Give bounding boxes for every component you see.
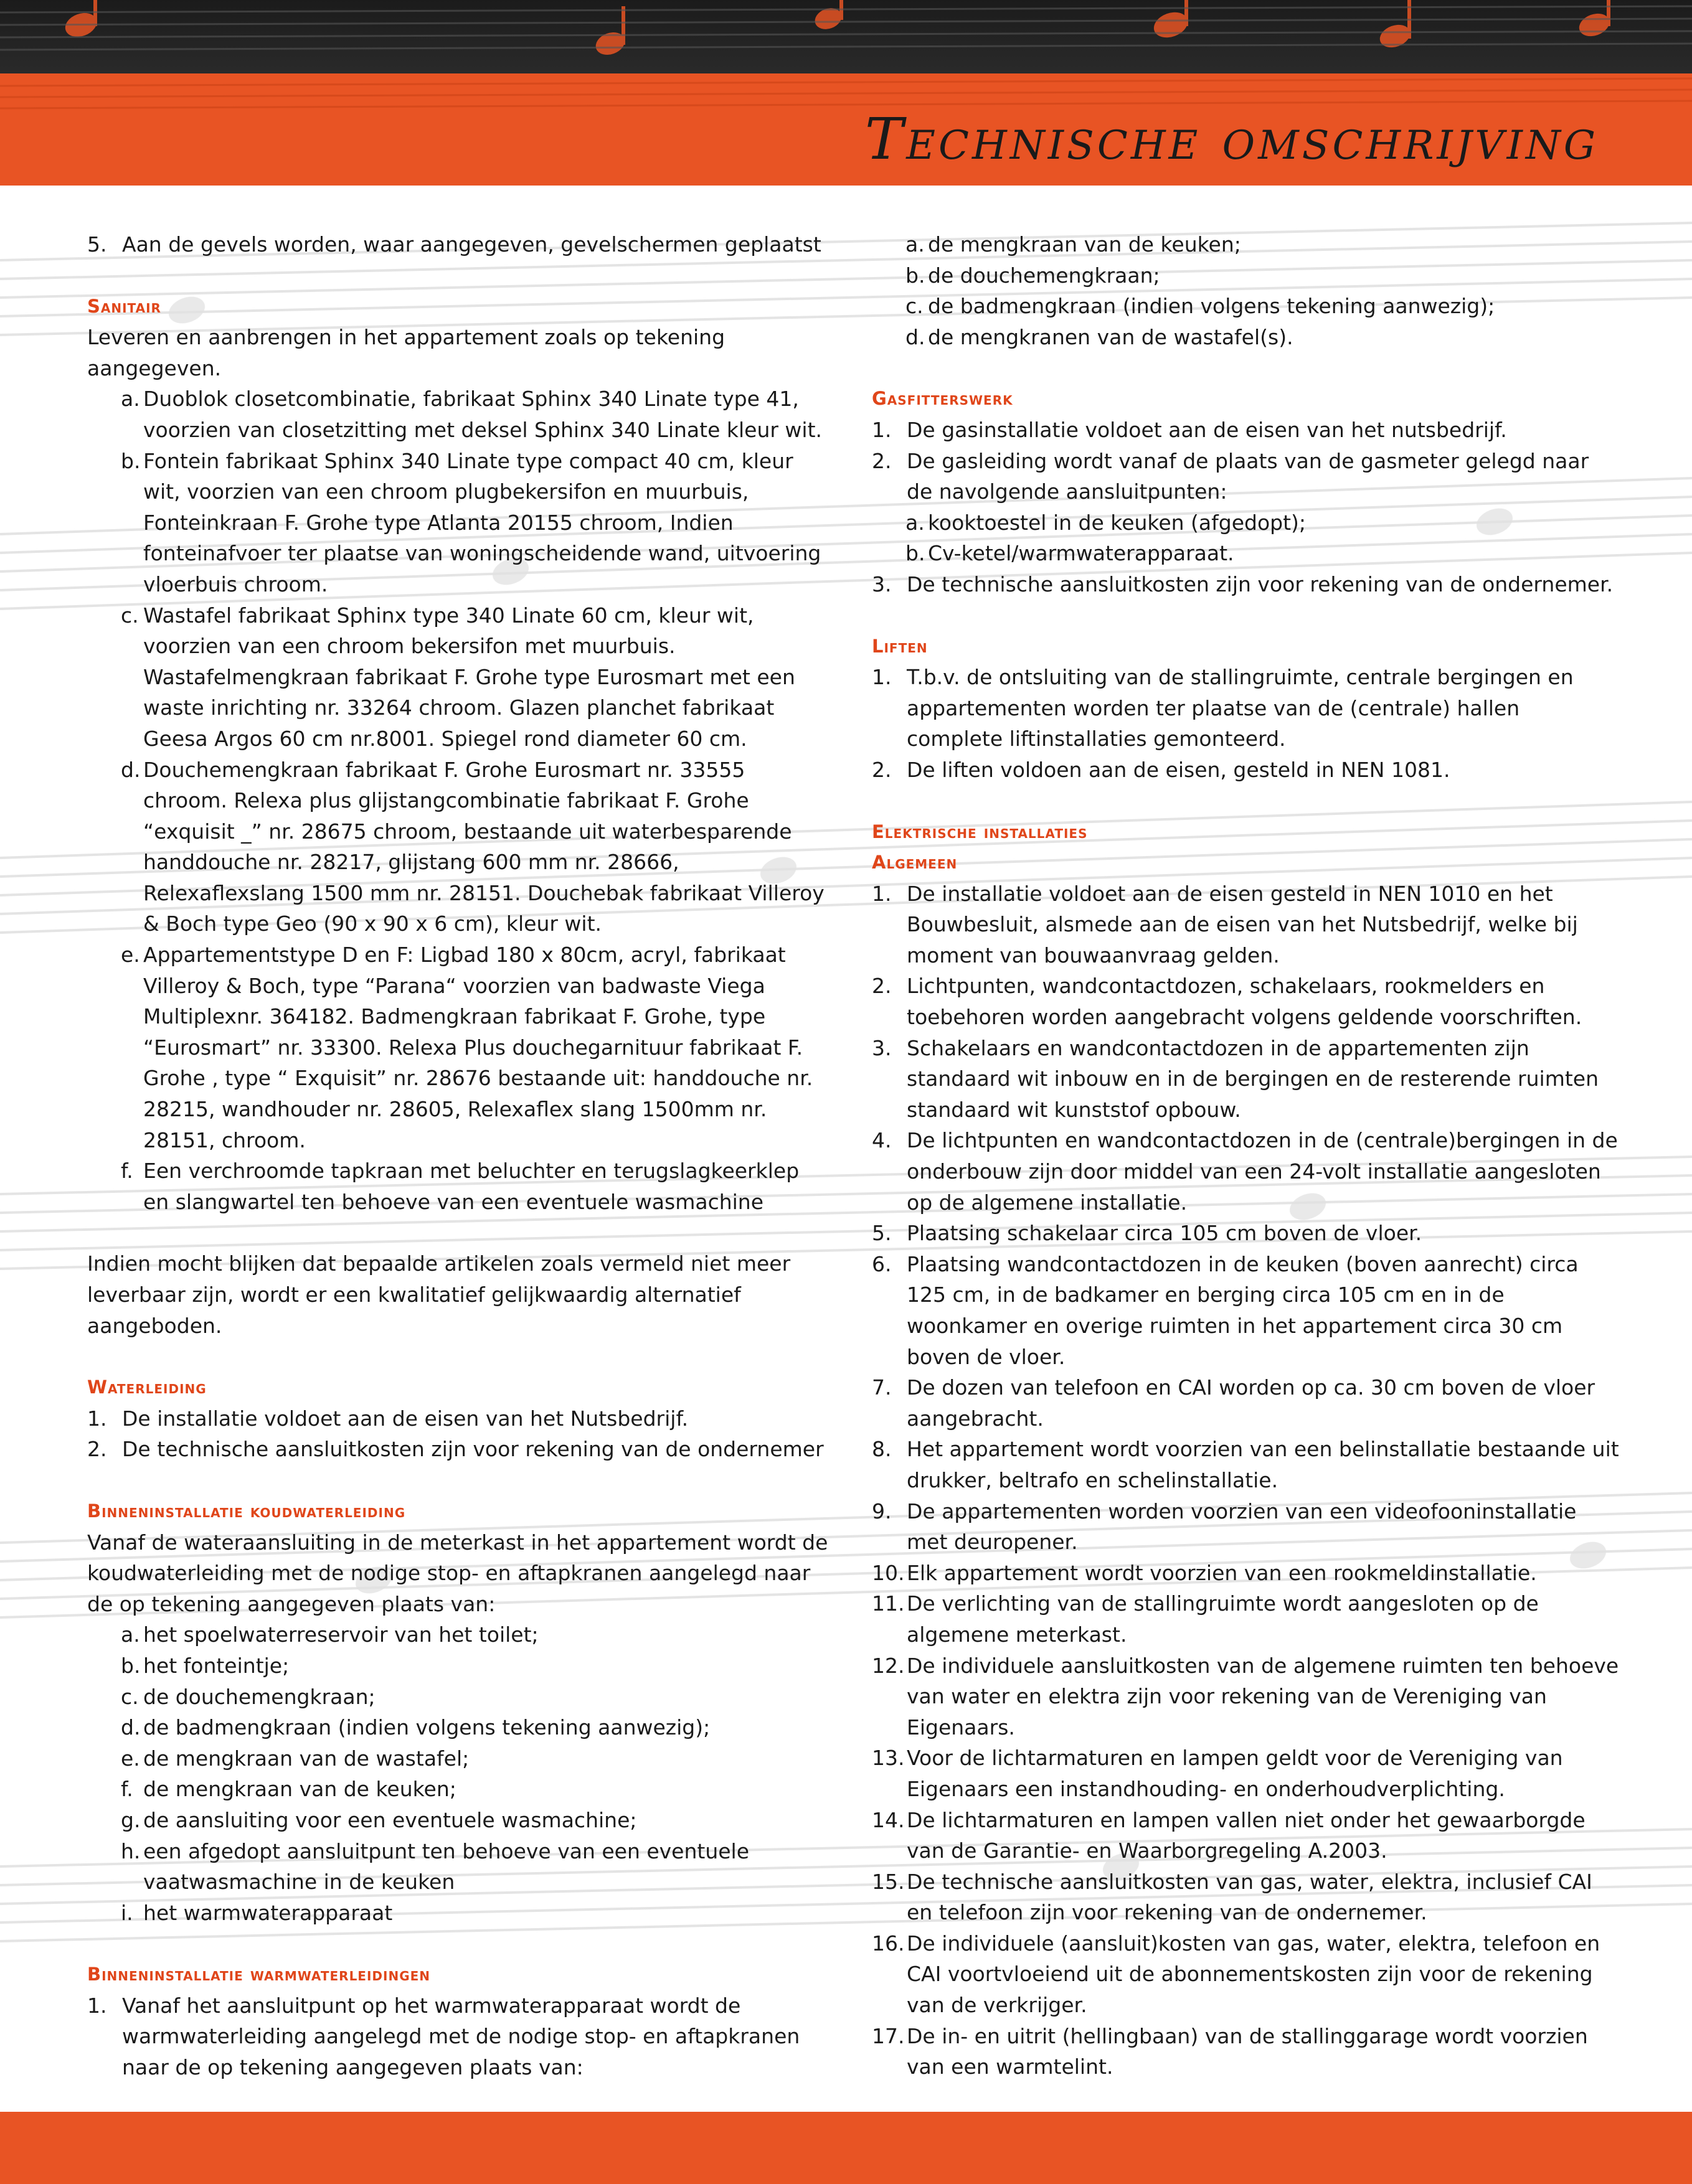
- list-item: 1. De installatie voldoet aan de eisen van het Nutsbedrijf.: [87, 1406, 689, 1431]
- list-item: 2. De technische aansluitkosten zijn voor rekening van de ondernemer: [87, 1437, 824, 1462]
- list-item: 14. De lichtarmaturen en lampen vallen niet onder het gewaarborgde van de Garantie- en Waarborgregeling A.2003.: [872, 1807, 1586, 1863]
- header-band: [0, 73, 1692, 186]
- sanitair-note: Indien mocht blijken dat bepaalde artikelen zoals vermeld niet meer leverbaar zijn, wordt er een kwalitatief gelijkwaardig alternatief aangeboden.: [87, 1251, 791, 1338]
- list-item: 17. De in- en uitrit (hellingbaan) van de stallinggarage wordt voorzien van een warmtelint.: [872, 2023, 1588, 2079]
- list-item: 8. Het appartement wordt voorzien van een belinstallatie bestaande uit drukker, beltrafo en schelinstallatie.: [872, 1437, 1619, 1492]
- list-item: b. de douchemengkraan;: [905, 263, 1160, 288]
- list-item: i. het warmwaterapparaat: [121, 1900, 393, 1925]
- section-heading-sanitair: Sanitair: [87, 295, 161, 317]
- list-item: e. Appartementstype D en F: Ligbad 180 x 80cm, acryl, fabrikaat Villeroy & Boch, type “Parana“ voorzien van badwaste Viega Multiplexnr. 364182. Badmengkraan fabrikaat F. Grohe, type “Eurosmart” nr. 33300. Relexa Plus douchegarnituur fabrikaat F. Grohe , type “ Exquisit” nr. 28676 bestaande uit: handdouche nr. 28215, wandhouder nr. 28605, Relexaflex slang 1500mm nr. 28151, chroom.: [121, 943, 813, 1152]
- list-item: h. een afgedopt aansluitpunt ten behoeve van een eventuele vaatwasmachine in de keuken: [121, 1838, 750, 1895]
- section-heading-gasfitterswerk: Gasfitterswerk: [872, 388, 1013, 410]
- list-item: a. kooktoestel in de keuken (afgedopt);: [905, 510, 1307, 535]
- list-item: b. Fontein fabrikaat Sphinx 340 Linate type compact 40 cm, kleur wit, voorzien van een chroom plugbekersifon en muurbuis, Fonteinkraan F. Grohe type Atlanta 20155 chroom, Indien fonteinafvoer ter plaatse van woningscheidende wand, uitvoering vloerbuis chroom.: [121, 448, 821, 596]
- section-heading-warmwater: Binneninstallatie warmwaterleidingen: [87, 1964, 431, 1985]
- list-item: d. de mengkranen van de wastafel(s).: [905, 324, 1293, 349]
- page-title: Technische omschrijving: [864, 106, 1599, 172]
- koudwater-intro: Vanaf de wateraansluiting in de meterkast in het appartement wordt de koudwaterleiding met de nodige stop- en aftapkranen aangelegd naar de op tekening aangegeven plaats van:: [87, 1530, 828, 1616]
- music-notes-decoration-icon: [0, 0, 1692, 73]
- list-item: b. Cv-ketel/warmwaterapparaat.: [905, 541, 1234, 566]
- top-music-strip: [0, 0, 1692, 73]
- section-heading-liften: Liften: [872, 635, 928, 657]
- list-item: 4. De lichtpunten en wandcontactdozen in de (centrale)bergingen in de onderbouw zijn door middel van een 24-volt installatie aangesloten op de algemene installatie.: [872, 1128, 1618, 1215]
- list-item: 6. Plaatsing wandcontactdozen in de keuken (boven aanrecht) circa 125 cm, in de badkamer en berging circa 105 cm en in de woonkamer en overige ruimten in het appartement circa 30 cm boven de vloer.: [872, 1251, 1579, 1369]
- list-item: 9. De appartementen worden voorzien van een videofooninstallatie met deuropener.: [872, 1499, 1577, 1555]
- list-item: 1. T.b.v. de ontsluiting van de stallingruimte, centrale bergingen en appartementen worden ter plaatse van de (centrale) hallen complete liftinstallaties gemonteerd.: [872, 665, 1574, 751]
- list-item: e. de mengkraan van de wastafel;: [121, 1746, 470, 1771]
- list-item: 2. De gasleiding wordt vanaf de plaats van de gasmeter gelegd naar de navolgende aansluitpunten:: [872, 448, 1589, 504]
- list-item: 2. De liften voldoen aan de eisen, gesteld in NEN 1081.: [872, 757, 1450, 782]
- left-column: [87, 229, 828, 2083]
- section-heading-elektrische-installaties: Elektrische installaties: [872, 821, 1088, 842]
- list-item: d. Douchemengkraan fabrikaat F. Grohe Eurosmart nr. 33555 chroom. Relexa plus glijstangcombinatie fabrikaat F. Grohe “exquisit _” nr. 28675 chroom, bestaande uit waterbesparende handdouche nr. 28217, glijstang 600 mm nr. 28666, Relexaflexslang 1500 mm nr. 28151. Douchebak fabrikaat Villeroy & Boch type Geo (90 x 90 x 6 cm), kleur wit.: [121, 757, 825, 936]
- list-item: 16. De individuele (aansluit)kosten van gas, water, elektra, telefoon en CAI voortvloeiend uit de abonnementskosten zijn voor de rekening van de verkrijger.: [872, 1931, 1600, 2018]
- list-item: 10. Elk appartement wordt voorzien van een rookmeldinstallatie.: [872, 1560, 1537, 1585]
- list-item: 3. De technische aansluitkosten zijn voor rekening van de ondernemer.: [872, 572, 1614, 596]
- list-item: 1. Vanaf het aansluitpunt op het warmwaterapparaat wordt de warmwaterleiding aangelegd met de nodige stop- en aftapkranen naar de op tekening aangegeven plaats van:: [87, 1993, 800, 2080]
- list-item: 3. Schakelaars en wandcontactdozen in de appartementen zijn standaard wit inbouw en in de bergingen en de resterende ruimten standaard wit kunststof opbouw.: [872, 1035, 1599, 1122]
- section-heading-waterleiding: Waterleiding: [87, 1377, 207, 1398]
- sanitair-list: [87, 384, 828, 1217]
- list-item: f. de mengkraan van de keuken;: [121, 1777, 456, 1802]
- list-item: 1. De installatie voldoet aan de eisen gesteld in NEN 1010 en het Bouwbesluit, alsmede aan de eisen van het Nutsbedrijf, welke bij moment van bouwaanvraag gelden.: [872, 881, 1578, 967]
- list-item: c. de douchemengkraan;: [121, 1684, 376, 1709]
- list-item: a. Duoblok closetcombinatie, fabrikaat Sphinx 340 Linate type 41, voorzien van closetzitting met deksel Sphinx 340 Linate kleur wit.: [121, 387, 822, 442]
- list-item: 1. De gasinstallatie voldoet aan de eisen van het nutsbedrijf.: [872, 417, 1507, 442]
- list-item: c. de badmengkraan (indien volgens tekening aanwezig);: [905, 294, 1495, 319]
- list-item: 5. Plaatsing schakelaar circa 105 cm boven de vloer.: [872, 1221, 1422, 1246]
- footer-band: [0, 2112, 1692, 2184]
- sanitair-intro: Leveren en aanbrengen in het appartement zoals op tekening aangegeven.: [87, 325, 725, 380]
- list-item: 11. De verlichting van de stallingruimte wordt aangesloten op de algemene meterkast.: [872, 1591, 1539, 1647]
- subsection-heading-algemeen: Algemeen: [872, 852, 958, 873]
- list-item: c. Wastafel fabrikaat Sphinx type 340 Linate 60 cm, kleur wit, voorzien van een chroom bekersifon met muurbuis. Wastafelmengkraan fabrikaat F. Grohe type Eurosmart met een waste inrichting nr. 33264 chroom. Glazen planchet fabrikaat Geesa Argos 60 cm nr.8001. Spiegel rond diameter 60 cm.: [121, 603, 795, 751]
- list-item: g. de aansluiting voor een eventuele wasmachine;: [121, 1807, 637, 1832]
- list-item: d. de badmengkraan (indien volgens tekening aanwezig);: [121, 1715, 711, 1740]
- list-item: 12. De individuele aansluitkosten van de algemene ruimten ten behoeve van water en elektra zijn voor rekening van de Vereniging van Eigenaars.: [872, 1653, 1619, 1739]
- list-item: 7. De dozen van telefoon en CAI worden op ca. 30 cm boven de vloer aangebracht.: [872, 1375, 1595, 1431]
- list-item: f. Een verchroomde tapkraan met beluchter en terugslagkeerklep en slangwartel ten behoeve van een eventuele wasmachine: [121, 1159, 800, 1214]
- list-item: a. de mengkraan van de keuken;: [905, 232, 1241, 257]
- list-item: 2. Lichtpunten, wandcontactdozen, schakelaars, rookmelders en toebehoren worden aangebracht volgens geldende voorschriften.: [872, 974, 1582, 1030]
- section-heading-koudwater: Binneninstallatie koudwaterleiding: [87, 1500, 406, 1522]
- list-item: 5. Aan de gevels worden, waar aangegeven, gevelschermen geplaatst: [87, 232, 821, 257]
- list-item: b. het fonteintje;: [121, 1653, 290, 1678]
- right-column: [872, 229, 1619, 2083]
- list-item: 15. De technische aansluitkosten van gas, water, elektra, inclusief CAI en telefoon zijn voor rekening van de ondernemer.: [872, 1869, 1592, 1925]
- elektra-list: [872, 878, 1619, 2083]
- list-item: 13. Voor de lichtarmaturen en lampen geldt voor de Vereniging van Eigenaars een instandhouding- en onderhoudverplichting.: [872, 1746, 1563, 1801]
- list-item: a. het spoelwaterreservoir van het toilet;: [121, 1622, 539, 1647]
